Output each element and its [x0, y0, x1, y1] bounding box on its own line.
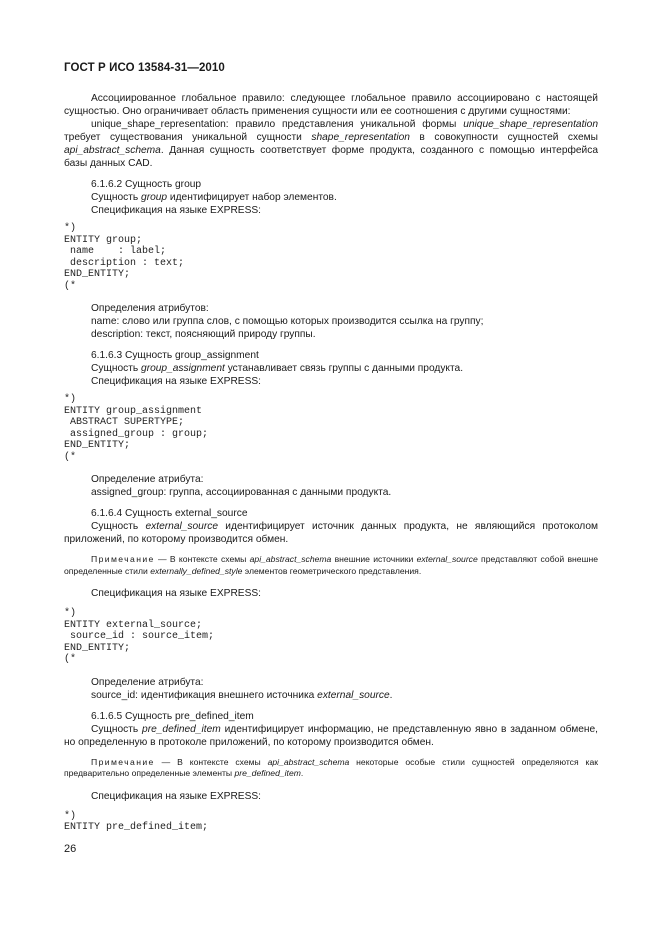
section-title-pre-defined-item: 6.1.6.5 Сущность pre_defined_item [91, 710, 254, 722]
definition-assigned-group: assigned_group: группа, ассоциированная с данными продукта. [91, 487, 392, 498]
definition-name: name: слово или группа слов, с помощью которых производится ссылка на группу; [91, 316, 484, 327]
note-pre-defined-item: Примечание — В контексте схемы api_abstract_schema некоторые особые стили сущностей определяются как предварительно определенные элементы pre_defined_item. [64, 756, 598, 778]
spec-label: Спецификация на языке EXPRESS: [91, 205, 262, 216]
section-title-group-assignment: 6.1.6.3 Сущность group_assignment [91, 350, 259, 361]
document-header: ГОСТ Р ИСО 13584-31—2010 [64, 62, 225, 74]
definitions-title: Определения атрибутов: [91, 303, 209, 314]
note-external-source: Примечание — В контексте схемы api_abstract_schema внешние источники external_source представляют собой внешне определенные стили externally_defined_style элементов геометрического представления. [64, 554, 598, 576]
rule-paragraph: unique_shape_representation: правило представления уникальной формы unique_shape_representation требует существования уникальной сущности shape_representation в совокупности сущностей схемы api_abstract_schema. Данная сущность соответствует форме продукта, созданного с помощью интерфейса базы данных CAD. [64, 119, 598, 169]
express-code-external-source: *) ENTITY external_source; source_id : source_item; END_ENTITY; (* [64, 608, 215, 665]
section-text-group: Сущность group идентифицирует набор элементов. [91, 192, 337, 203]
definition-title: Определение атрибута: [91, 474, 204, 485]
document-body [64, 92, 598, 834]
intro-paragraph: Ассоциированное глобальное правило: следующее глобальное правило ассоциировано с настоящей сущностью. Оно ограничивает область применения сущности или ее соотношения с другими сущностями: [64, 93, 598, 117]
express-code-group: *) ENTITY group; name : label; description : text; END_ENTITY; (* [64, 223, 185, 292]
page-number: 26 [64, 843, 77, 855]
section-text-pre-defined-item: Сущность pre_defined_item идентифицирует информацию, не представленную явно в заданном обмене, но определенную в протоколе приложений, по которому производится обмен. [64, 723, 598, 748]
definition-title: Определение атрибута: [91, 676, 204, 688]
section-text-group-assignment: Сущность group_assignment устанавливает связь группы с данными продукта. [91, 363, 464, 374]
definition-description: description: текст, поясняющий природу группы. [91, 329, 316, 340]
section-title-group: 6.1.6.2 Сущность group [91, 179, 202, 190]
express-code-group-assignment: *) ENTITY group_assignment ABSTRACT SUPERTYPE; assigned_group : group; END_ENTITY; (* [64, 394, 209, 463]
definition-source-id: source_id: идентификация внешнего источника external_source. [91, 689, 393, 701]
spec-label: Спецификация на языке EXPRESS: [91, 790, 262, 802]
section-text-external-source: Сущность external_source идентифицирует источник данных продукта, не являющийся протоколом приложений, по которому производится обмен. [64, 521, 598, 545]
express-code-pre-defined-item: *) ENTITY pre_defined_item; [64, 810, 209, 833]
section-title-external-source: 6.1.6.4 Сущность external_source [91, 508, 248, 519]
spec-label: Спецификация на языке EXPRESS: [91, 376, 262, 387]
spec-label: Спецификация на языке EXPRESS: [91, 588, 262, 599]
